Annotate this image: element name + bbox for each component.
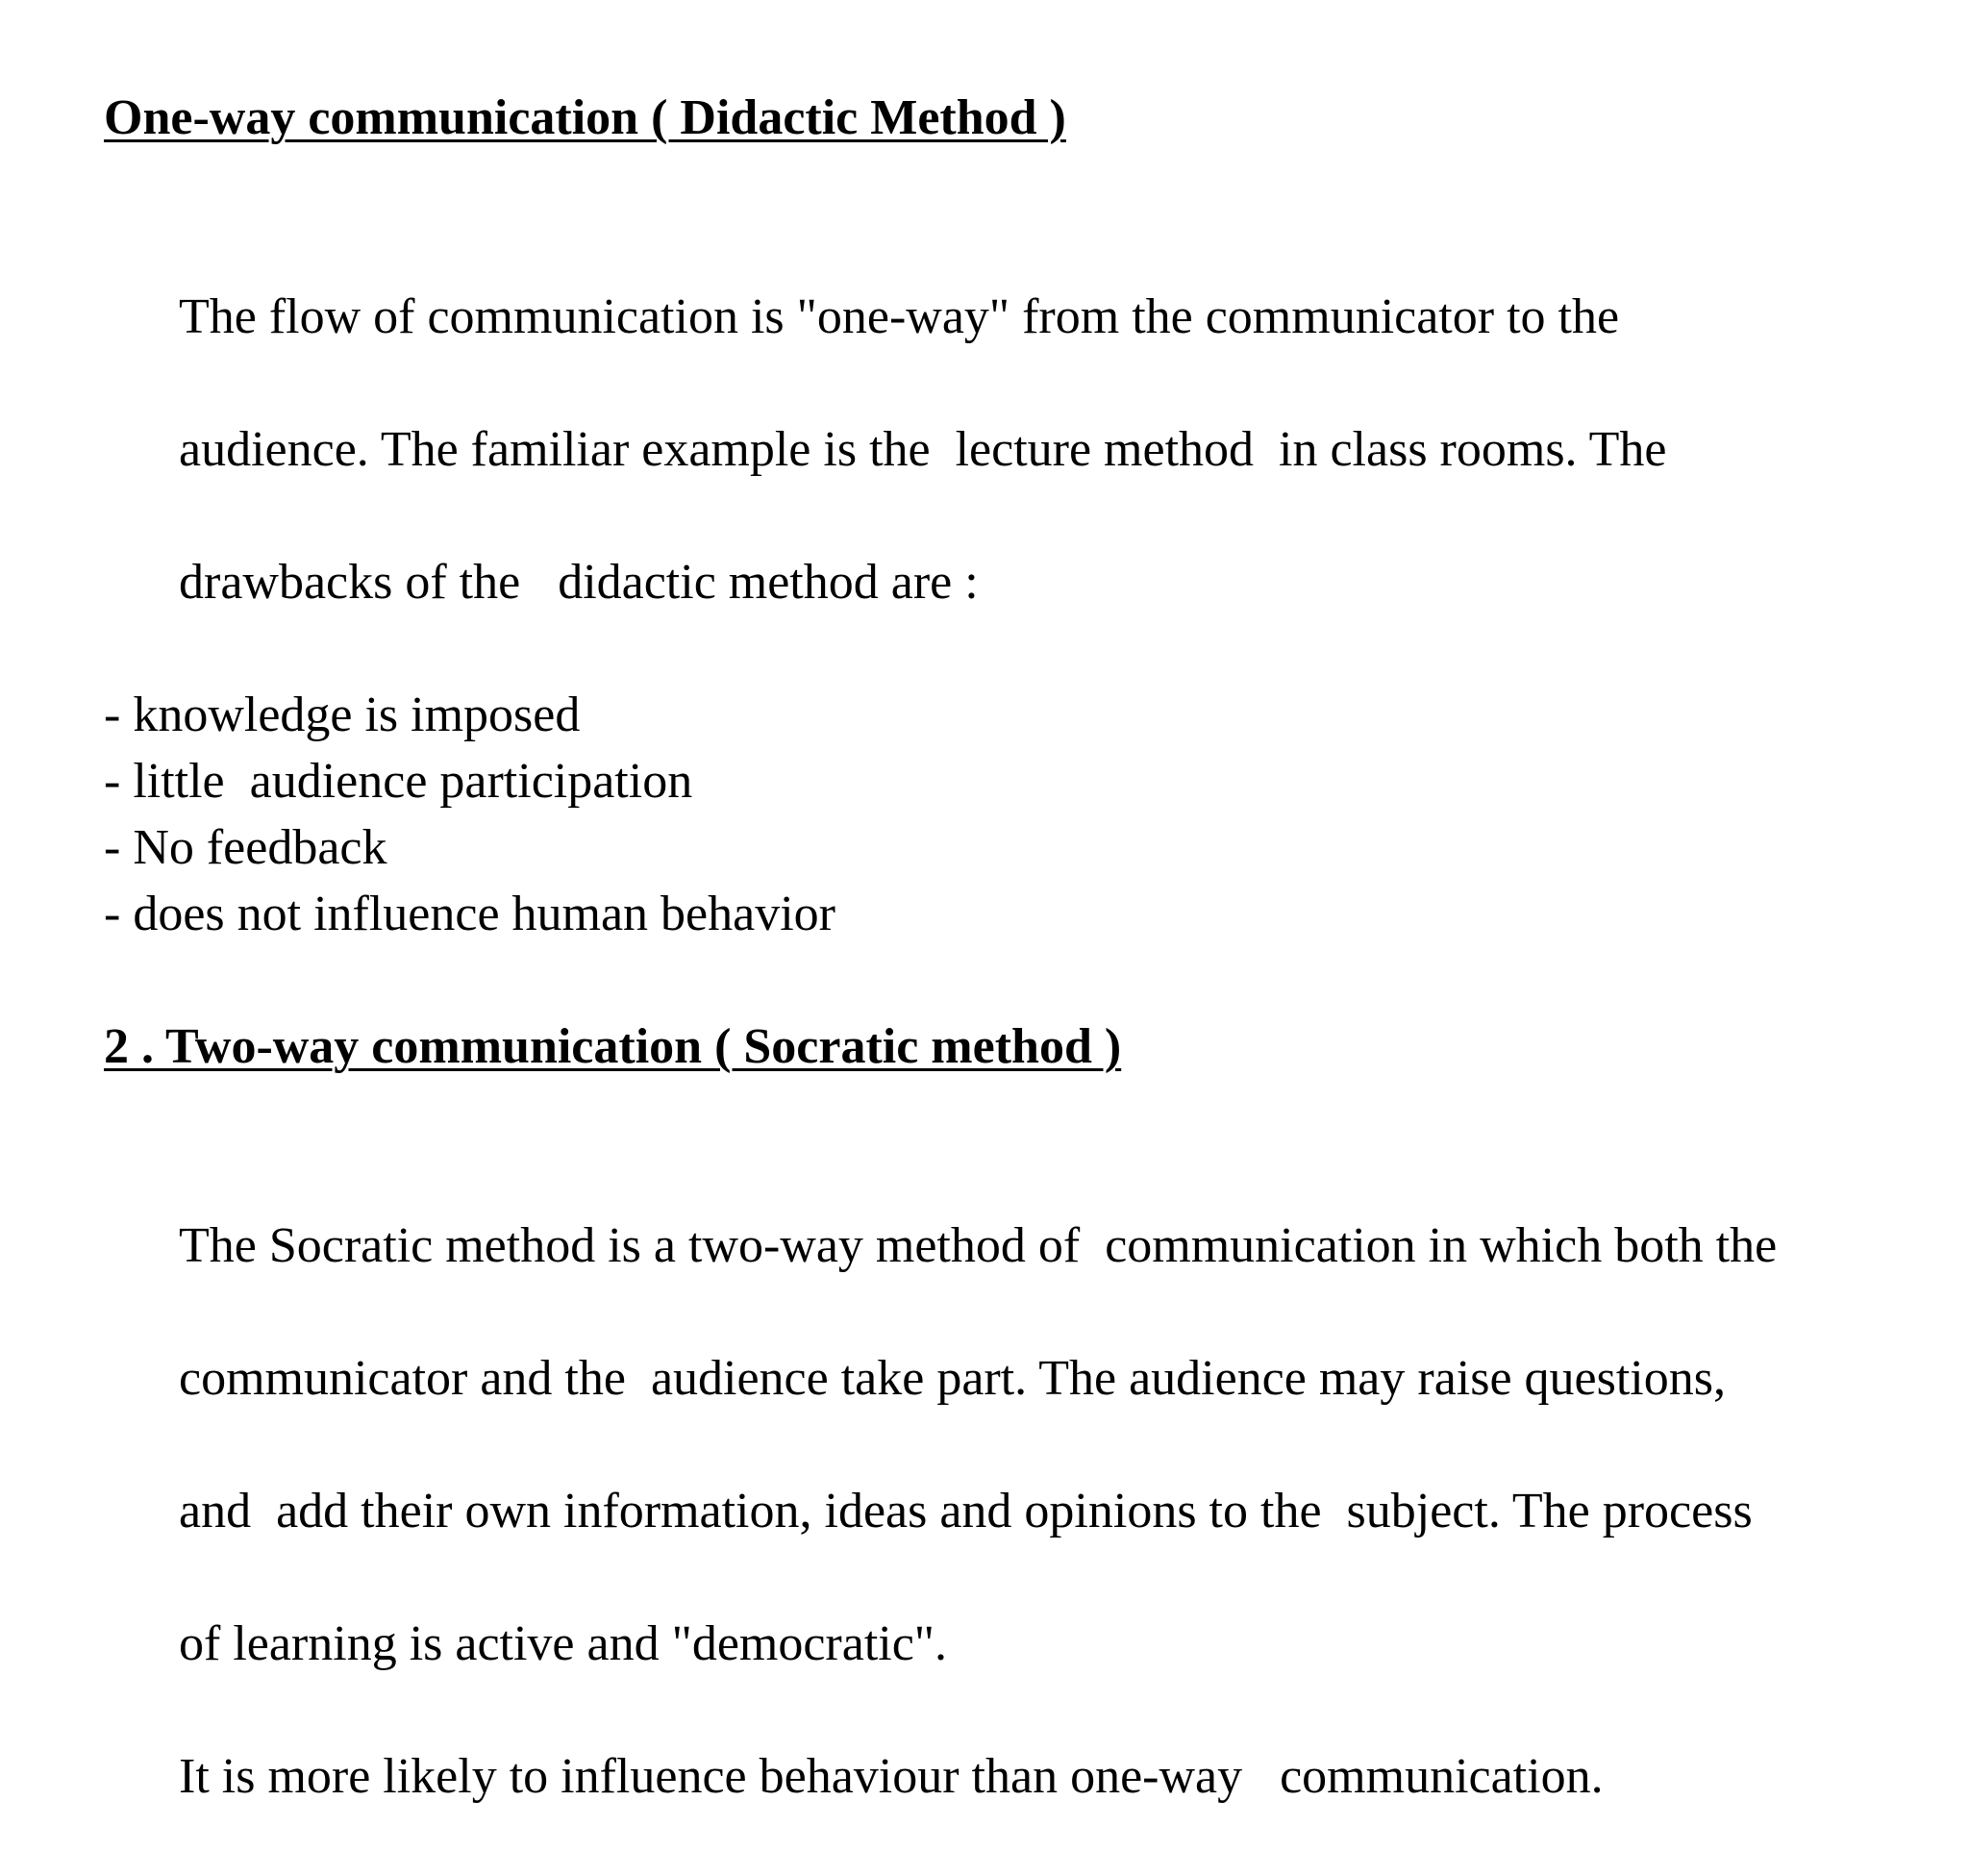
paragraph-line: of learning is active and "democratic". (179, 1616, 948, 1671)
section-one-heading: One-way communication ( Didactic Method ) (104, 90, 1066, 145)
spacer (104, 1080, 1911, 1146)
section-one-paragraph (104, 217, 1911, 682)
paragraph-line: The flow of communication is "one-way" from the communicator to the (179, 289, 1620, 344)
paragraph-line: drawbacks of the didactic method are : (179, 555, 979, 610)
paragraph-line: The Socratic method is a two-way method of communication in which both the (179, 1218, 1778, 1273)
spacer (104, 947, 1911, 1013)
drawback-item: - No feedback (104, 820, 387, 875)
paragraph-line: audience. The familiar example is the lecture method in class rooms. The (179, 422, 1667, 477)
slide-content (104, 85, 1911, 1876)
drawback-item: - little audience participation (104, 754, 693, 809)
spacer (104, 151, 1911, 217)
section-two-heading: 2 . Two-way communication ( Socratic method ) (104, 1019, 1122, 1074)
paragraph-line: It is more likely to influence behaviour than one-way communication. (179, 1749, 1604, 1804)
paragraph-line: communicator and the audience take part. The audience may raise questions, (179, 1351, 1726, 1406)
drawback-item: - knowledge is imposed (104, 688, 581, 742)
section-two-paragraph (104, 1146, 1911, 1876)
drawback-item: - does not influence human behavior (104, 887, 835, 941)
paragraph-line: and add their own information, ideas and opinions to the subject. The process (179, 1484, 1753, 1538)
drawbacks-list (104, 682, 1911, 947)
